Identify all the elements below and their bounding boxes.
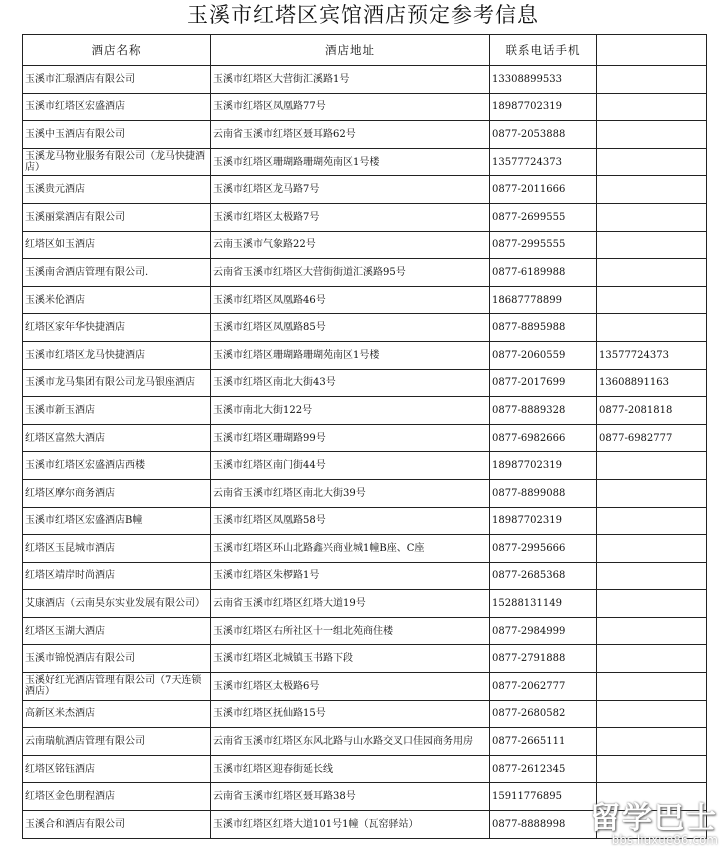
header-hotel-name: 酒店名称 (23, 35, 211, 66)
hotel-address-cell: 云南省玉溪市红塔区南北大街39号 (211, 479, 490, 507)
hotel-name-cell: 玉溪米伦酒店 (23, 286, 211, 314)
table-header-row (23, 35, 707, 66)
phone-cell: 0877-2017699 (490, 369, 597, 397)
table-row (23, 286, 707, 314)
hotel-name-cell: 红塔区金色朋程酒店 (23, 783, 211, 811)
table-row (23, 673, 707, 701)
phone2-cell (597, 203, 707, 231)
hotel-name-cell: 玉溪市新玉酒店 (23, 397, 211, 425)
hotel-address-cell: 玉溪市南北大街122号 (211, 397, 490, 425)
phone2-cell (597, 93, 707, 121)
hotel-name-cell: 玉溪南舍酒店管理有限公司. (23, 259, 211, 287)
watermark-url: bbs.liuxue86.com (611, 833, 718, 847)
hotel-address-cell: 云南省玉溪市红塔区聂耳路38号 (211, 783, 490, 811)
table-row (23, 93, 707, 121)
phone2-cell (597, 452, 707, 480)
hotel-name-cell: 红塔区家年华快捷酒店 (23, 314, 211, 342)
hotel-name-cell: 红塔区铭钰酒店 (23, 755, 211, 783)
hotel-address-cell: 玉溪市红塔区南门街44号 (211, 452, 490, 480)
hotel-address-cell: 玉溪市红塔区太极路7号 (211, 203, 490, 231)
table-row (23, 728, 707, 756)
phone2-cell (597, 755, 707, 783)
page-title: 玉溪市红塔区宾馆酒店预定参考信息 (187, 3, 539, 27)
phone-cell: 0877-8899088 (490, 479, 597, 507)
phone-cell: 18987702319 (490, 93, 597, 121)
table-row (23, 755, 707, 783)
hotel-name-cell: 玉溪市锦悦酒店有限公司 (23, 645, 211, 673)
phone-cell: 13308899533 (490, 66, 597, 94)
hotel-name-cell: 高新区米杰酒店 (23, 700, 211, 728)
hotel-name-cell: 玉溪好红光酒店管理有限公司（7天连锁酒店） (23, 673, 211, 701)
hotel-name-cell: 玉溪龙马物业服务有限公司（龙马快捷酒店） (23, 148, 211, 176)
phone2-cell (597, 590, 707, 618)
hotel-address-cell: 玉溪市红塔区珊瑚路珊瑚苑南区1号楼 (211, 341, 490, 369)
hotel-address-cell: 玉溪市红塔区龙马路7号 (211, 176, 490, 204)
phone-cell: 0877-2995666 (490, 535, 597, 563)
phone-cell: 0877-2984999 (490, 617, 597, 645)
hotel-name-cell: 玉溪贵元酒店 (23, 176, 211, 204)
phone-cell: 18987702319 (490, 452, 597, 480)
hotel-address-cell: 玉溪市红塔区珊瑚路99号 (211, 424, 490, 452)
hotel-address-cell: 玉溪市红塔区大营街汇溪路1号 (211, 66, 490, 94)
table-row (23, 700, 707, 728)
phone2-cell: 13577724373 (597, 341, 707, 369)
phone-cell: 0877-2699555 (490, 203, 597, 231)
phone-cell: 0877-8888998 (490, 811, 597, 839)
hotel-name-cell: 玉溪市红塔区宏盛酒店B幢 (23, 507, 211, 535)
phone2-cell (597, 121, 707, 149)
hotel-address-cell: 玉溪市红塔区凤凰路85号 (211, 314, 490, 342)
hotel-name-cell: 红塔区如玉酒店 (23, 231, 211, 259)
phone-cell: 0877-2791888 (490, 645, 597, 673)
hotel-name-cell: 玉溪丽棠酒店有限公司 (23, 203, 211, 231)
hotel-address-cell: 云南省玉溪市红塔区聂耳路62号 (211, 121, 490, 149)
hotel-table (22, 34, 707, 839)
hotel-name-cell: 艾康酒店（云南昊东实业发展有限公司） (23, 590, 211, 618)
phone-cell: 0877-2680582 (490, 700, 597, 728)
phone2-cell (597, 535, 707, 563)
table-row (23, 231, 707, 259)
phone2-cell: 0877-2081818 (597, 397, 707, 425)
hotel-address-cell: 玉溪市红塔区红塔大道101号1幢（瓦窑驿站） (211, 811, 490, 839)
phone-cell: 15911776895 (490, 783, 597, 811)
table-row (23, 424, 707, 452)
hotel-address-cell: 玉溪市红塔区太极路6号 (211, 673, 490, 701)
table-row (23, 507, 707, 535)
hotel-address-cell: 玉溪市红塔区北城镇玉书路下段 (211, 645, 490, 673)
hotel-address-cell: 玉溪市红塔区南北大街43号 (211, 369, 490, 397)
phone2-cell (597, 231, 707, 259)
hotel-address-cell: 玉溪市红塔区珊瑚路珊瑚苑南区1号楼 (211, 148, 490, 176)
table-row (23, 66, 707, 94)
hotel-address-cell: 玉溪市红塔区迎春街延长线 (211, 755, 490, 783)
phone-cell: 0877-6189988 (490, 259, 597, 287)
table-row (23, 314, 707, 342)
phone-cell: 18687778899 (490, 286, 597, 314)
phone2-cell (597, 479, 707, 507)
table-row (23, 259, 707, 287)
phone2-cell (597, 728, 707, 756)
phone2-cell (597, 176, 707, 204)
hotel-address-cell: 玉溪市红塔区凤凰路58号 (211, 507, 490, 535)
header-phone: 联系电话手机 (490, 35, 597, 66)
phone2-cell (597, 507, 707, 535)
hotel-name-cell: 云南瑞航酒店管理有限公司 (23, 728, 211, 756)
table-row (23, 590, 707, 618)
hotel-name-cell: 红塔区玉昆城市酒店 (23, 535, 211, 563)
hotel-address-cell: 玉溪市红塔区凤凰路46号 (211, 286, 490, 314)
phone2-cell: 0877-6982777 (597, 424, 707, 452)
hotel-name-cell: 玉溪市红塔区宏盛酒店 (23, 93, 211, 121)
hotel-name-cell: 红塔区富然大酒店 (23, 424, 211, 452)
phone-cell: 0877-2062777 (490, 673, 597, 701)
hotel-name-cell: 玉溪市汇璟酒店有限公司 (23, 66, 211, 94)
watermark (590, 793, 718, 847)
hotel-name-cell: 红塔区玉湖大酒店 (23, 617, 211, 645)
phone-cell: 0877-8889328 (490, 397, 597, 425)
phone2-cell: 13608891163 (597, 369, 707, 397)
hotel-address-cell: 云南省玉溪市红塔区东风北路与山水路交叉口佳园商务用房 (211, 728, 490, 756)
table-row (23, 369, 707, 397)
phone2-cell (597, 66, 707, 94)
phone-cell: 0877-8895988 (490, 314, 597, 342)
phone-cell: 0877-2995555 (490, 231, 597, 259)
phone2-cell (597, 673, 707, 701)
hotel-name-cell: 玉溪合和酒店有限公司 (23, 811, 211, 839)
phone-cell: 0877-2685368 (490, 562, 597, 590)
hotel-name-cell: 红塔区摩尔商务酒店 (23, 479, 211, 507)
table-row (23, 341, 707, 369)
phone2-cell (597, 562, 707, 590)
hotel-address-cell: 玉溪市红塔区抚仙路15号 (211, 700, 490, 728)
hotel-address-cell: 云南省玉溪市红塔区大营街街道汇溪路95号 (211, 259, 490, 287)
phone2-cell (597, 314, 707, 342)
table-row (23, 452, 707, 480)
phone-cell: 15288131149 (490, 590, 597, 618)
phone-cell: 0877-2060559 (490, 341, 597, 369)
table-row (23, 645, 707, 673)
table-body (23, 66, 707, 839)
table-row (23, 148, 707, 176)
hotel-name-cell: 玉溪中玉酒店有限公司 (23, 121, 211, 149)
watermark-logo: 留学巴士 (590, 801, 718, 836)
header-phone2 (597, 35, 707, 66)
table-row (23, 397, 707, 425)
phone2-cell (597, 617, 707, 645)
table-row (23, 535, 707, 563)
phone2-cell (597, 286, 707, 314)
hotel-address-cell: 玉溪市红塔区环山北路鑫兴商业城1幢B座、C座 (211, 535, 490, 563)
phone-cell: 0877-2011666 (490, 176, 597, 204)
hotel-address-cell: 玉溪市红塔区右所社区十一组北苑商住楼 (211, 617, 490, 645)
phone2-cell (597, 148, 707, 176)
phone-cell: 0877-2612345 (490, 755, 597, 783)
header-hotel-address: 酒店地址 (211, 35, 490, 66)
phone-cell: 0877-2665111 (490, 728, 597, 756)
table-row (23, 617, 707, 645)
hotel-name-cell: 玉溪市红塔区宏盛酒店西楼 (23, 452, 211, 480)
table-row (23, 562, 707, 590)
hotel-name-cell: 红塔区靖岸时尚酒店 (23, 562, 211, 590)
hotel-address-cell: 玉溪市红塔区凤凰路77号 (211, 93, 490, 121)
hotel-address-cell: 云南玉溪市气象路22号 (211, 231, 490, 259)
table-row (23, 479, 707, 507)
table-row (23, 121, 707, 149)
hotel-address-cell: 云南省玉溪市红塔区红塔大道19号 (211, 590, 490, 618)
phone-cell: 18987702319 (490, 507, 597, 535)
phone-cell: 13577724373 (490, 148, 597, 176)
hotel-name-cell: 玉溪市龙马集团有限公司龙马银座酒店 (23, 369, 211, 397)
hotel-name-cell: 玉溪市红塔区龙马快捷酒店 (23, 341, 211, 369)
table-row (23, 203, 707, 231)
phone-cell: 0877-2053888 (490, 121, 597, 149)
phone2-cell (597, 700, 707, 728)
phone-cell: 0877-6982666 (490, 424, 597, 452)
phone2-cell (597, 259, 707, 287)
table-row (23, 176, 707, 204)
hotel-address-cell: 玉溪市红塔区朱椤路1号 (211, 562, 490, 590)
phone2-cell (597, 645, 707, 673)
